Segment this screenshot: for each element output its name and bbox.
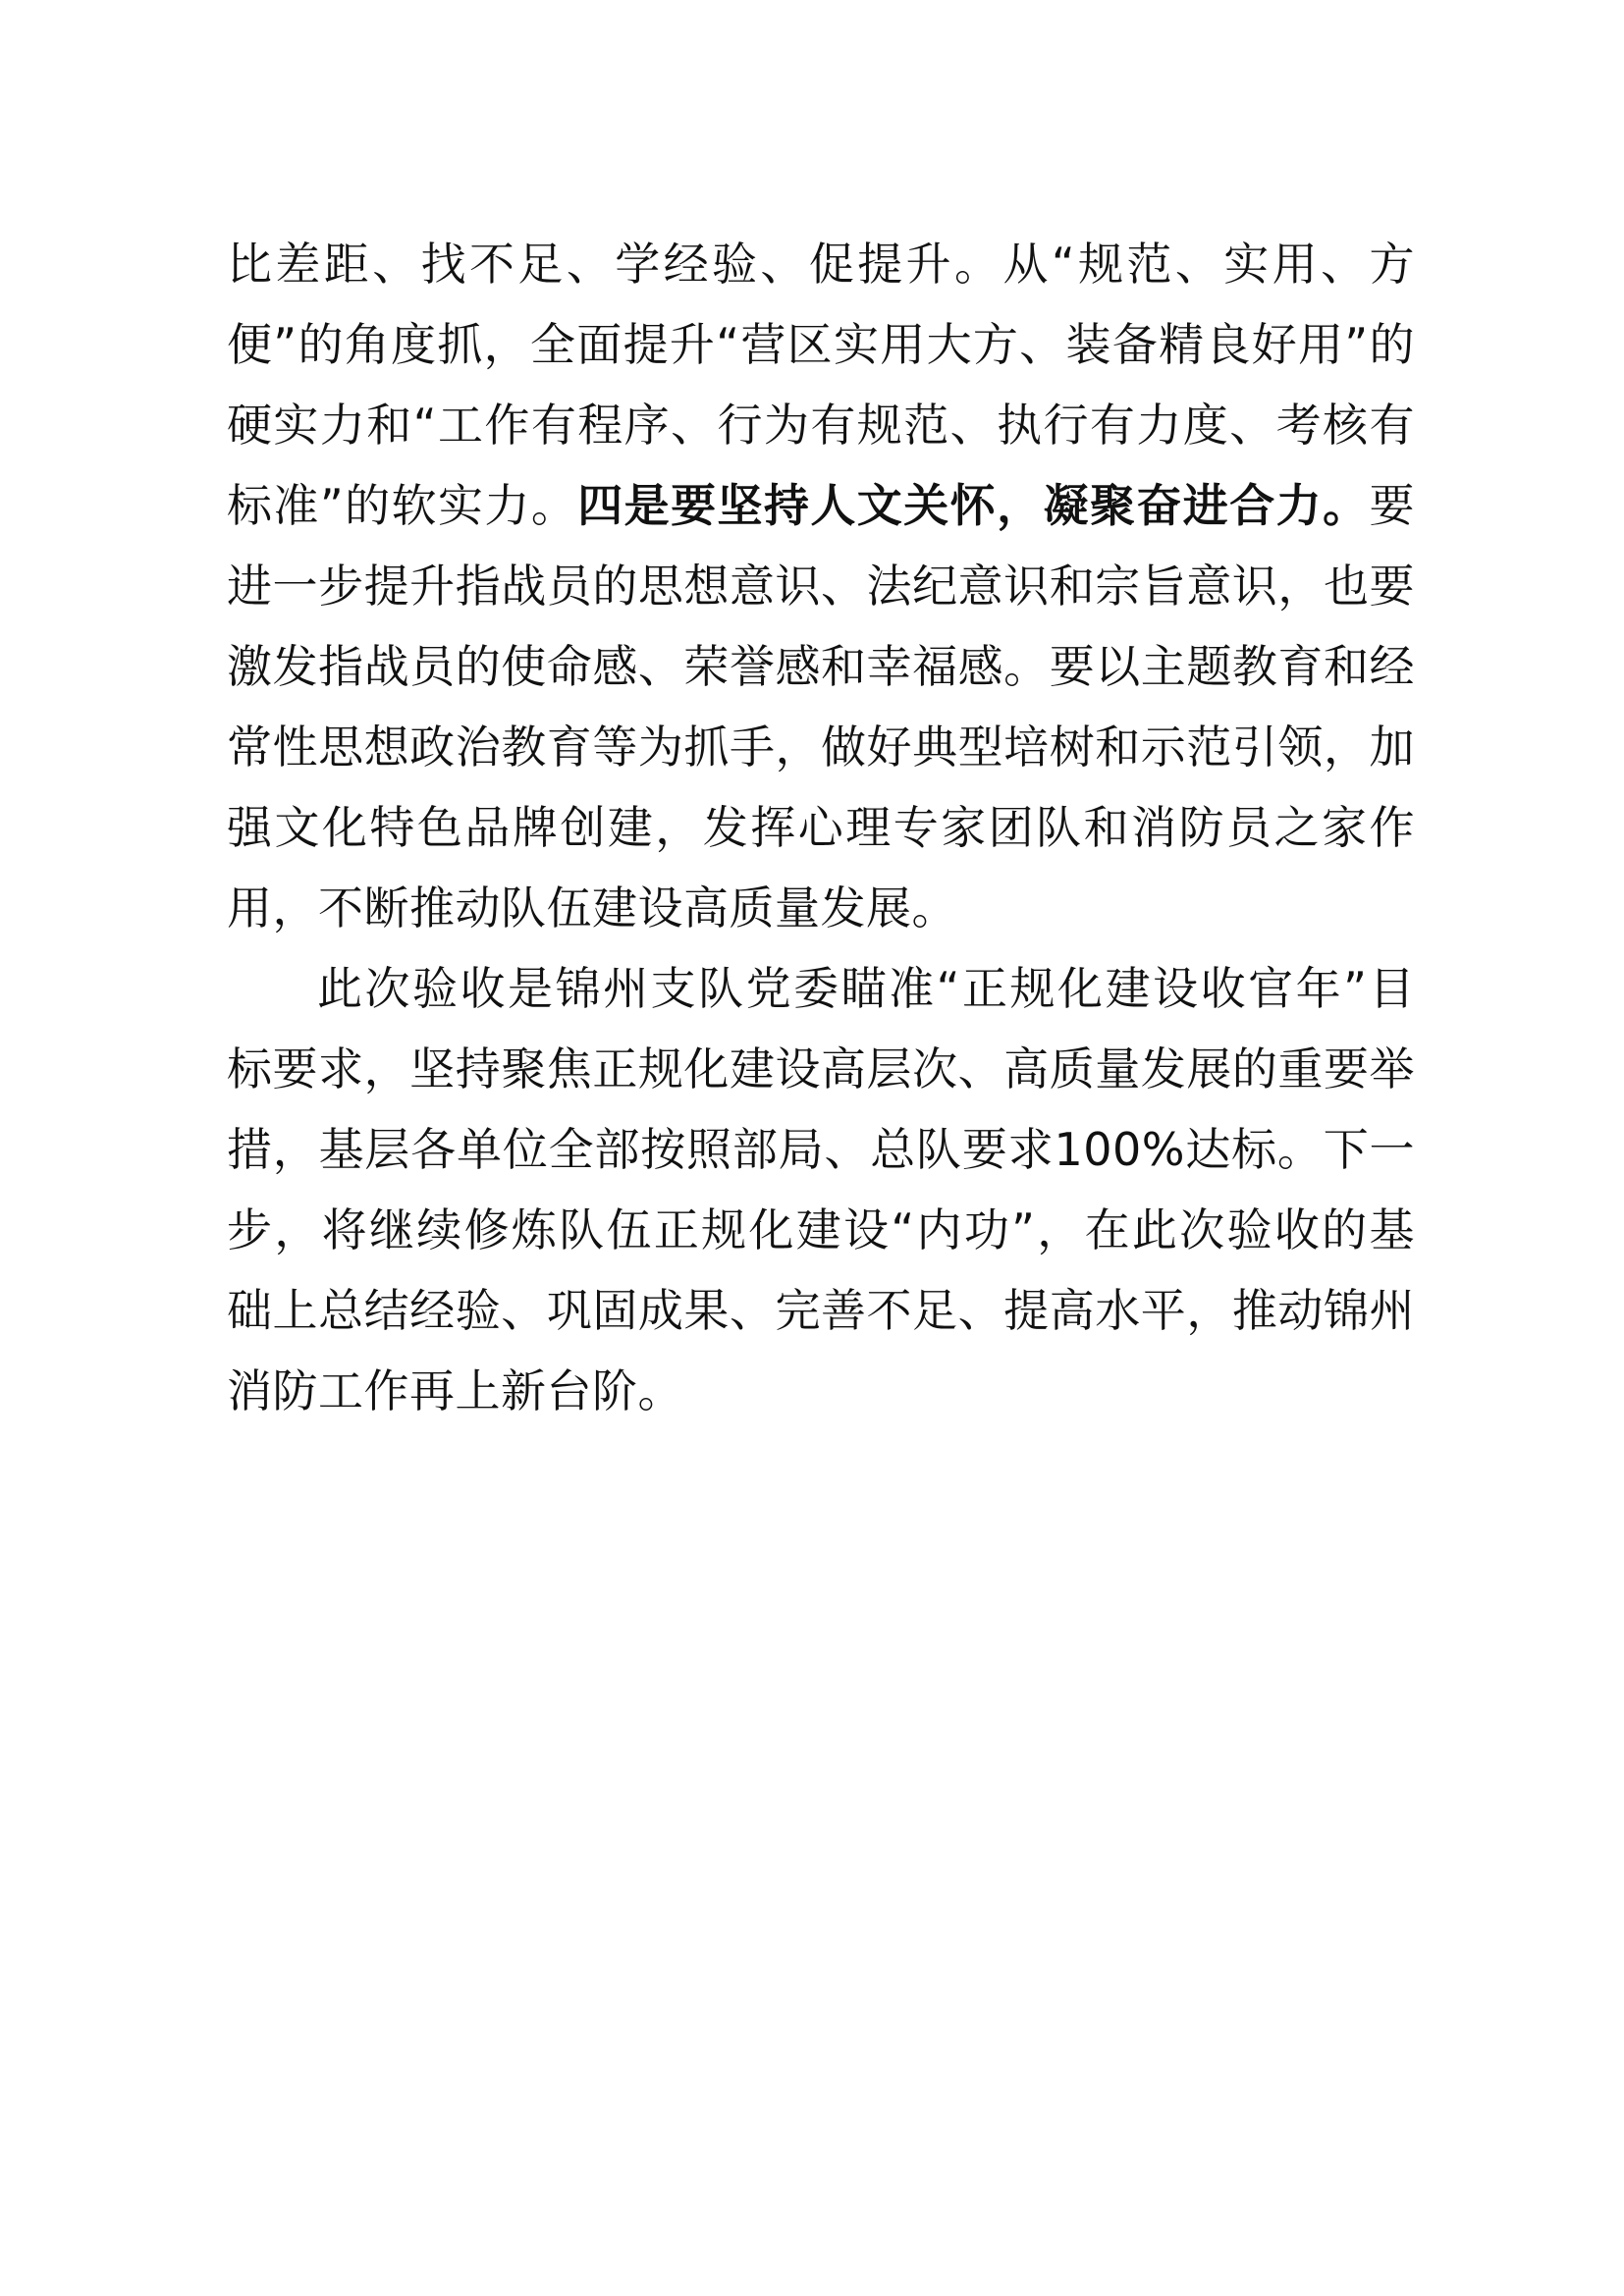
paragraph-2: 此次验收是锦州支队党委瞄准“正规化建设收官年”目标要求，坚持聚焦正规化建设高层次、高质量发展的重要举措，基层各单位全部按照部局、总队要求100%达标。下一步，将继续修炼队伍正规化建设“内功”，在此次验收的基础上总结经验、巩固成果、完善不足、提高水平，推动锦州消防工作再上新台阶。 <box>227 962 1415 1417</box>
paragraph-1-text-a: 比差距、找不足、学经验、促提升。从“规范、实用、方便”的角度抓，全面提升“营区实用大方、装备精良好用”的硬实力和“工作有程序、行为有规范、执行有力度、考核有标准”的软实力。 <box>227 238 1415 532</box>
paragraph-1 <box>227 224 1415 948</box>
paragraph-1-bold-heading: 四是要坚持人文关怀，凝聚奋进合力。 <box>577 479 1370 532</box>
body-text <box>227 224 1415 1431</box>
paragraph-1-text-b: 要进一步提升指战员的思想意识、法纪意识和宗旨意识，也要激发指战员的使命感、荣誉感和幸福感。要以主题教育和经常性思想政治教育等为抓手，做好典型培树和示范引领，加强文化特色品牌创建，发挥心理专家团队和消防员之家作用，不断推动队伍建设高质量发展。 <box>227 479 1415 934</box>
